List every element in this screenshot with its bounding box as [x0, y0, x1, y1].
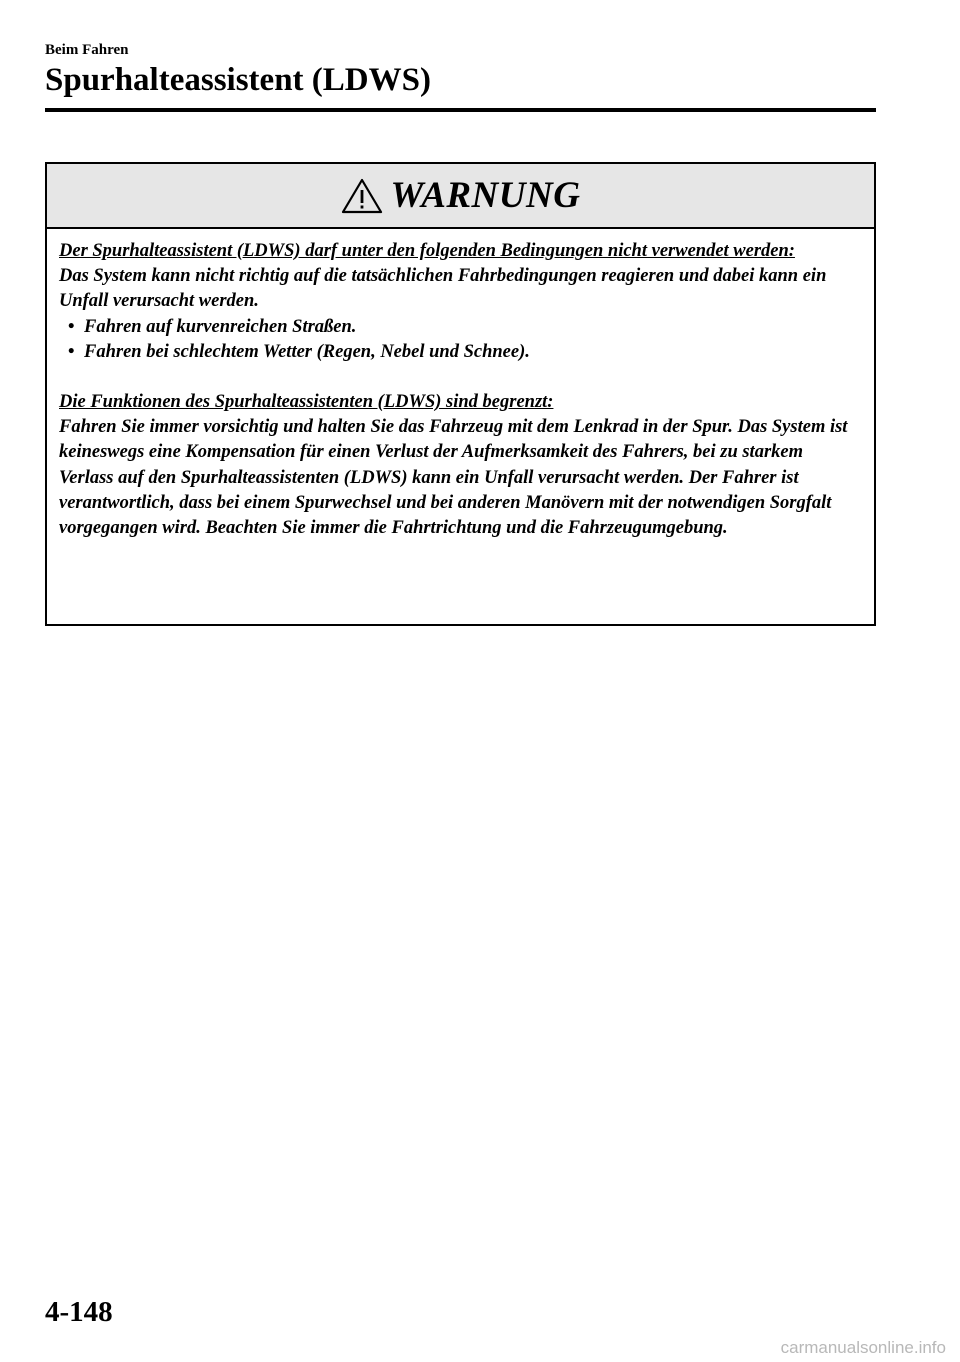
- warning-text-conditions: Das System kann nicht richtig auf die tatsächlichen Fahrbedingungen reagieren und dabei kann ein Unfall verursacht werden.: [59, 266, 827, 312]
- warning-text-limits: Fahren Sie immer vorsichtig und halten Sie das Fahrzeug mit dem Lenkrad in der Spur. Das System ist keineswegs eine Kompensation für einen Verlust der Aufmerksamkeit des Fahrers, bei zu starkem Verlass auf den Spurhalteassistenten (LDWS) kann ein Unfall verursacht werden. Der Fahrer ist verantwortlich, dass bei einem Spurwechsel und bei anderen Manövern mit der notwendigen Sorgfalt vorgegangen wird. Beachten Sie immer die Fahrtrichtung und die Fahrzeugumgebung.: [59, 417, 848, 539]
- list-item: • Fahren bei schlechtem Wetter (Regen, Nebel und Schnee).: [59, 340, 862, 365]
- watermark: carmanualsonline.info: [780, 1338, 946, 1357]
- warning-body: [47, 229, 874, 541]
- section-label: Beim Fahren: [45, 42, 129, 58]
- warning-title: WARNUNG: [390, 175, 581, 216]
- page-title: Spurhalteassistent (LDWS): [45, 62, 431, 98]
- warning-heading-limits: Die Funktionen des Spurhalteassistenten (LDWS) sind begrenzt:: [59, 392, 554, 413]
- list-item: • Fahren auf kurvenreichen Straßen.: [59, 315, 862, 340]
- paragraph-spacer: [59, 365, 862, 390]
- page-number: 4-148: [45, 1296, 113, 1328]
- warning-triangle-icon: [341, 178, 383, 214]
- title-rule: [45, 108, 876, 112]
- warning-heading-conditions: Der Spurhalteassistent (LDWS) darf unter den folgenden Bedingungen nicht verwendet werden:: [59, 241, 795, 261]
- warning-box: [45, 162, 876, 626]
- warning-header: [47, 164, 874, 229]
- warning-bullet-list: [59, 315, 862, 365]
